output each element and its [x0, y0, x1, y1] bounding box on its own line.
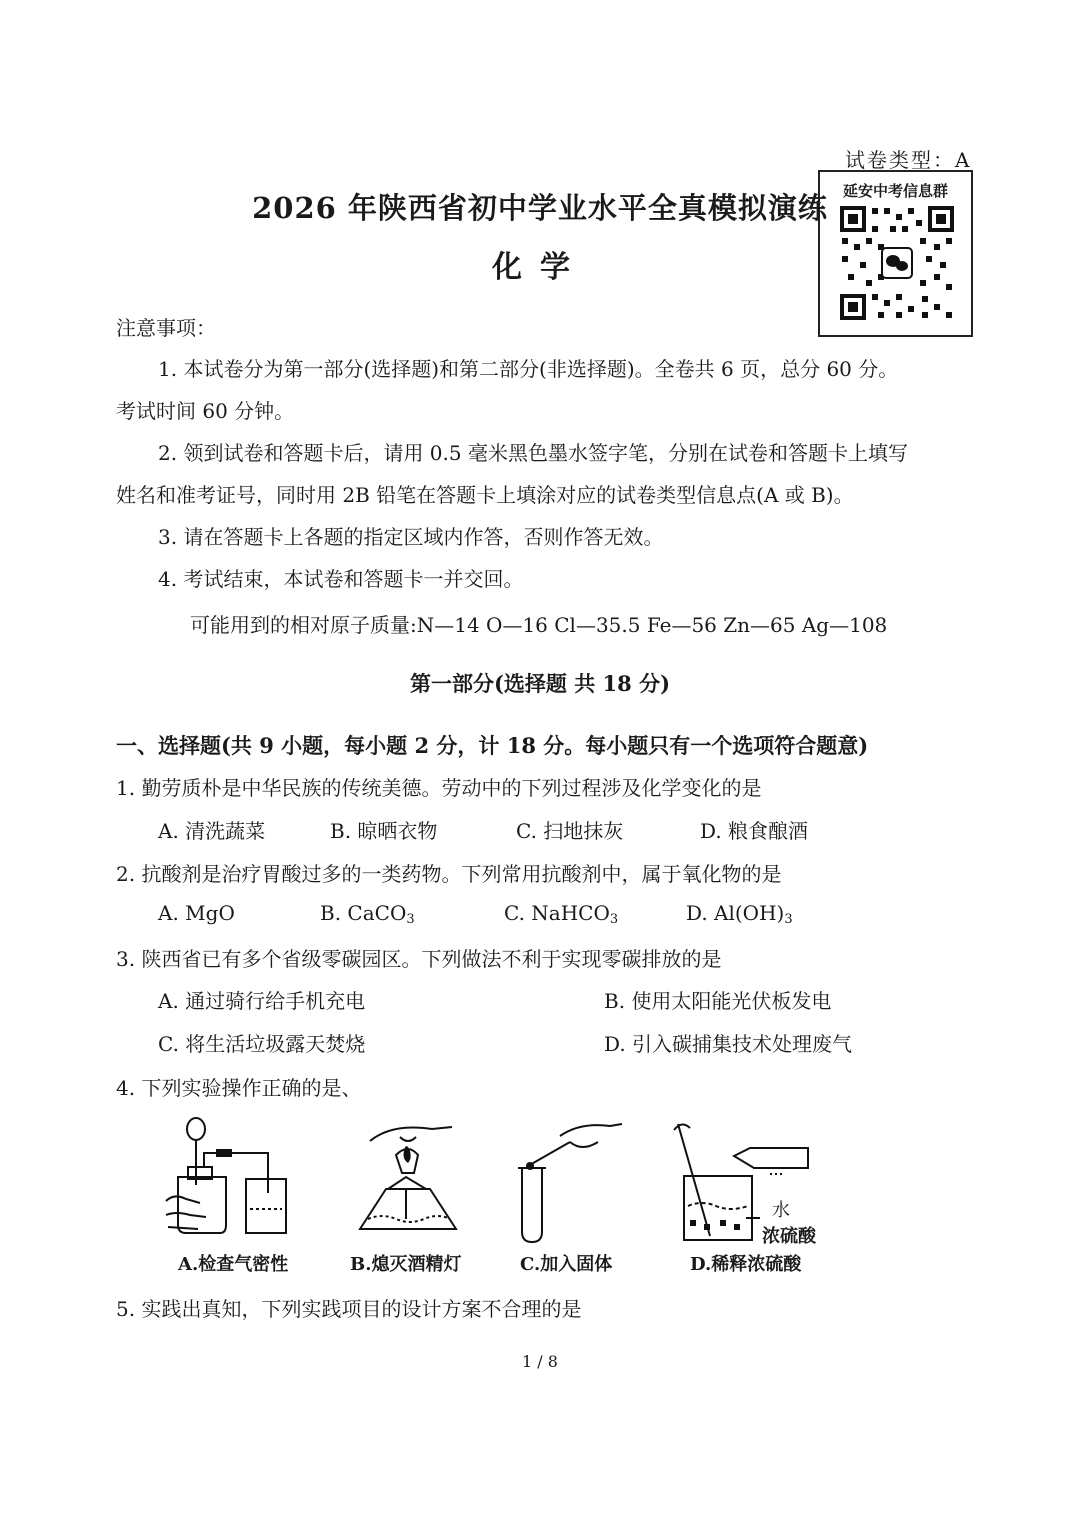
notice-item-4: 4. 考试结束，本试卷和答题卡一并交回。	[158, 567, 524, 591]
question-2-stem: 2. 抗酸剂是治疗胃酸过多的一类药物。下列常用抗酸剂中，属于氧化物的是	[116, 862, 782, 886]
q2-option-a-text: A. MgO	[158, 901, 235, 925]
qr-caption: 延安中考信息群	[842, 182, 948, 200]
notice-item-1-cont: 考试时间 60 分钟。	[116, 399, 295, 423]
notice-item-3: 3. 请在答题卡上各题的指定区域内作答，否则作答无效。	[158, 525, 664, 549]
page-number: 1 / 8	[522, 1352, 558, 1371]
q1-option-d: D. 粮食酿酒	[700, 819, 809, 843]
q2-option-b	[320, 901, 415, 927]
q2-option-b-subscript: 3	[406, 912, 415, 927]
q2-option-b-text: B. CaCO	[320, 901, 407, 925]
q2-option-a	[158, 901, 235, 925]
section-heading: 一、选择题(共 9 小题，每小题 2 分，计 18 分。每小题只有一个选项符合题意)	[116, 733, 869, 758]
q2-option-d-text: D. Al(OH)	[686, 901, 785, 925]
q3-option-c: C. 将生活垃圾露天焚烧	[158, 1032, 366, 1056]
q1-option-c: C. 扫地抹灰	[516, 819, 624, 843]
q2-option-c	[504, 901, 618, 927]
question-4-stem: 4. 下列实验操作正确的是、	[116, 1076, 362, 1100]
question-3-stem: 3. 陕西省已有多个省级零碳园区。下列做法不利于实现零碳排放的是	[116, 947, 722, 971]
q3-option-d: D. 引入碳捕集技术处理废气	[604, 1032, 853, 1056]
question-1-stem: 1. 勤劳质朴是中华民族的传统美德。劳动中的下列过程涉及化学变化的是	[116, 776, 762, 800]
notice-item-1: 1. 本试卷分为第一部分(选择题)和第二部分(非选择题)。全卷共 6 页，总分 60 分。	[158, 357, 899, 381]
figure-b-alcohol-lamp-icon	[352, 1115, 462, 1245]
figure-b-caption: B.熄灭酒精灯	[350, 1254, 462, 1275]
q3-option-b: B. 使用太阳能光伏板发电	[604, 989, 832, 1013]
atomic-masses: 可能用到的相对原子质量:N—14 O—16 Cl—35.5 Fe—56 Zn—65 Ag—108	[190, 613, 888, 637]
q2-option-c-text: C. NaHCO	[504, 901, 610, 925]
exam-subject: 化学	[492, 250, 588, 285]
exam-title: 2026 年陕西省初中学业水平全真模拟演练	[252, 191, 828, 225]
q1-option-b: B. 晾晒衣物	[330, 819, 438, 843]
figure-c-caption: C.加入固体	[520, 1254, 613, 1275]
part1-heading: 第一部分(选择题 共 18 分)	[409, 671, 671, 696]
notice-item-2-cont: 姓名和准考证号，同时用 2B 铅笔在答题卡上填涂对应的试卷类型信息点(A 或 B)。	[116, 483, 854, 507]
q3-option-a: A. 通过骑行给手机充电	[158, 989, 366, 1013]
q1-option-a: A. 清洗蔬菜	[158, 819, 266, 843]
figure-c-add-solid-icon	[510, 1112, 630, 1246]
figure-d-caption: D.稀释浓硫酸	[690, 1254, 802, 1275]
figure-d-water-label: 水	[772, 1200, 790, 1221]
notice-item-2: 2. 领到试卷和答题卡后，请用 0.5 毫米黑色墨水签字笔，分别在试卷和答题卡上填写	[158, 441, 908, 465]
question-5-stem: 5. 实践出真知，下列实践项目的设计方案不合理的是	[116, 1297, 582, 1321]
paper-type-label: 试卷类型：A	[845, 148, 972, 172]
figure-d-acid-label: 浓硫酸	[762, 1226, 816, 1247]
figure-a-caption: A.检查气密性	[178, 1254, 289, 1275]
qr-code-icon	[838, 204, 956, 322]
q2-option-d-subscript: 3	[784, 912, 793, 927]
q2-option-c-subscript: 3	[609, 912, 619, 927]
notice-heading: 注意事项：	[116, 316, 216, 340]
figure-a-airtightness-icon	[160, 1115, 300, 1245]
q2-option-d	[686, 901, 793, 927]
